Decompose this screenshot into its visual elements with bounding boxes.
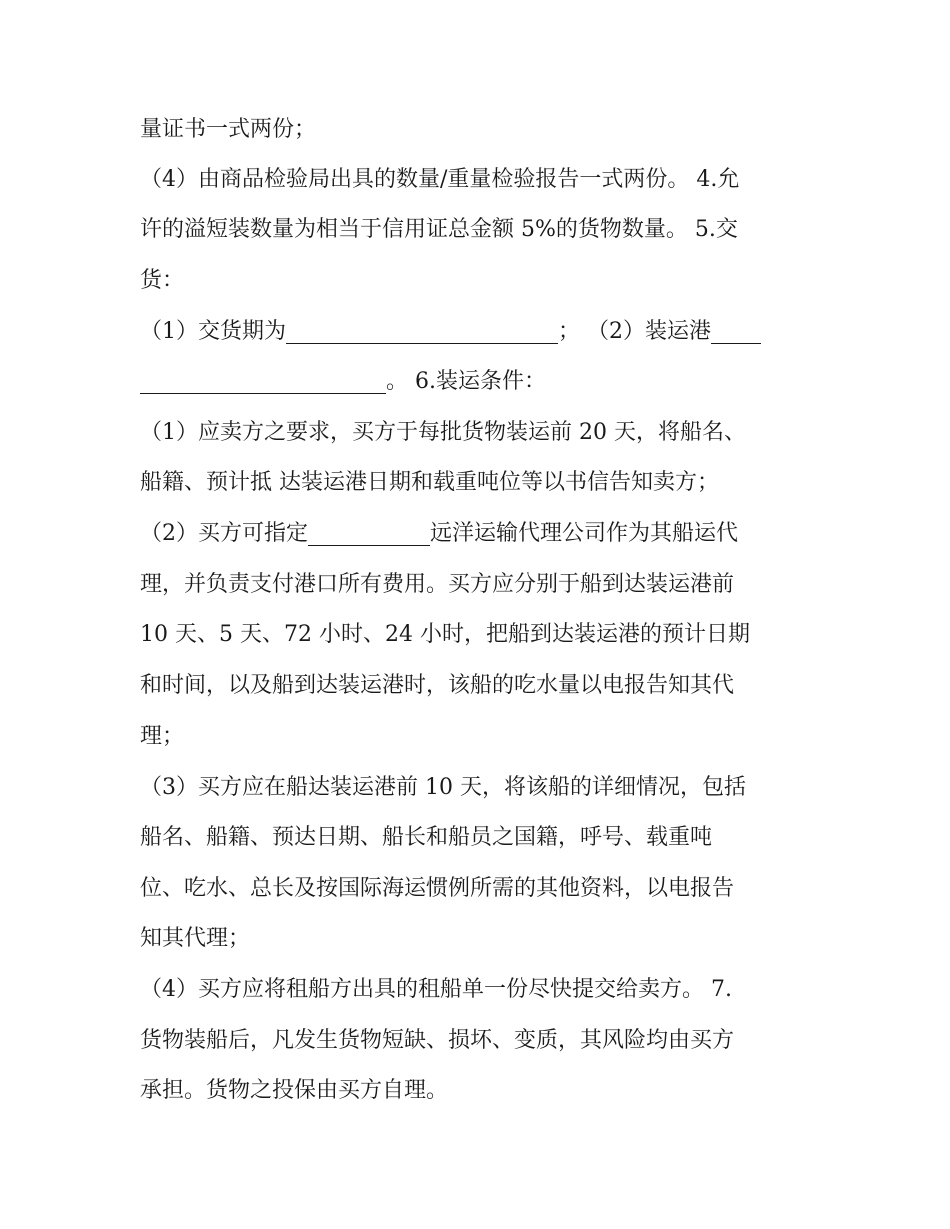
text-line: （1）应卖方之要求，买方于每批货物装运前 20 天，将船名、 — [140, 420, 746, 445]
text-line: 理； — [140, 724, 185, 749]
agent-blank — [308, 517, 430, 546]
text-line: 承担。货物之投保由买方自理。 — [140, 1078, 449, 1103]
delivery-line — [140, 307, 830, 357]
text-line: 位、吃水、总长及按国际海运惯例所需的其他资料，以电报告 — [140, 876, 735, 901]
port-line — [140, 357, 830, 407]
text-line: （4）由商品检验局出具的数量/重量检验报告一式两份。 4.允 — [140, 167, 740, 192]
text-line: 和时间，以及船到达装运港时，该船的吃水量以电报告知其代 — [140, 673, 735, 698]
agent-line — [140, 509, 830, 559]
text-line: 知其代理； — [140, 926, 251, 951]
text-line: 船名、船籍、预达日期、船长和船员之国籍，呼号、载重吨 — [140, 825, 713, 850]
text-line: 量证书一式两份； — [140, 117, 317, 142]
text-line: （4）买方应将租船方出具的租船单一份尽快提交给卖方。 7. — [140, 977, 732, 1002]
text-line: 10 天、5 天、72 小时、24 小时，把船到达装运港的预计日期 — [140, 622, 750, 647]
delivery-period-blank — [286, 315, 558, 344]
text-line: 货物装船后，凡发生货物短缺、损坏、变质，其风险均由买方 — [140, 1028, 735, 1053]
loading-port-blank-start — [711, 315, 761, 344]
loading-port-label: ； （2）装运港 — [558, 319, 711, 344]
text-line: 货： — [140, 268, 185, 293]
text-line: （3）买方应在船达装运港前 10 天，将该船的详细情况，包括 — [140, 775, 746, 800]
loading-port-blank-continued — [140, 365, 386, 394]
agent-label: （2）买方可指定 — [140, 521, 308, 546]
text-line: 理，并负责支付港口所有费用。买方应分别于船到达装运港前 — [140, 572, 735, 597]
shipping-terms-heading: 。 6.装运条件： — [386, 369, 546, 394]
delivery-period-label: （1）交货期为 — [140, 319, 286, 344]
agent-text: 远洋运输代理公司作为其船运代 — [430, 521, 739, 546]
text-line: 船籍、预计抵 达装运港日期和载重吨位等以书信告知卖方； — [140, 470, 719, 495]
text-line: 许的溢短装数量为相当于信用证总金额 5%的货物数量。 5.交 — [140, 217, 738, 242]
